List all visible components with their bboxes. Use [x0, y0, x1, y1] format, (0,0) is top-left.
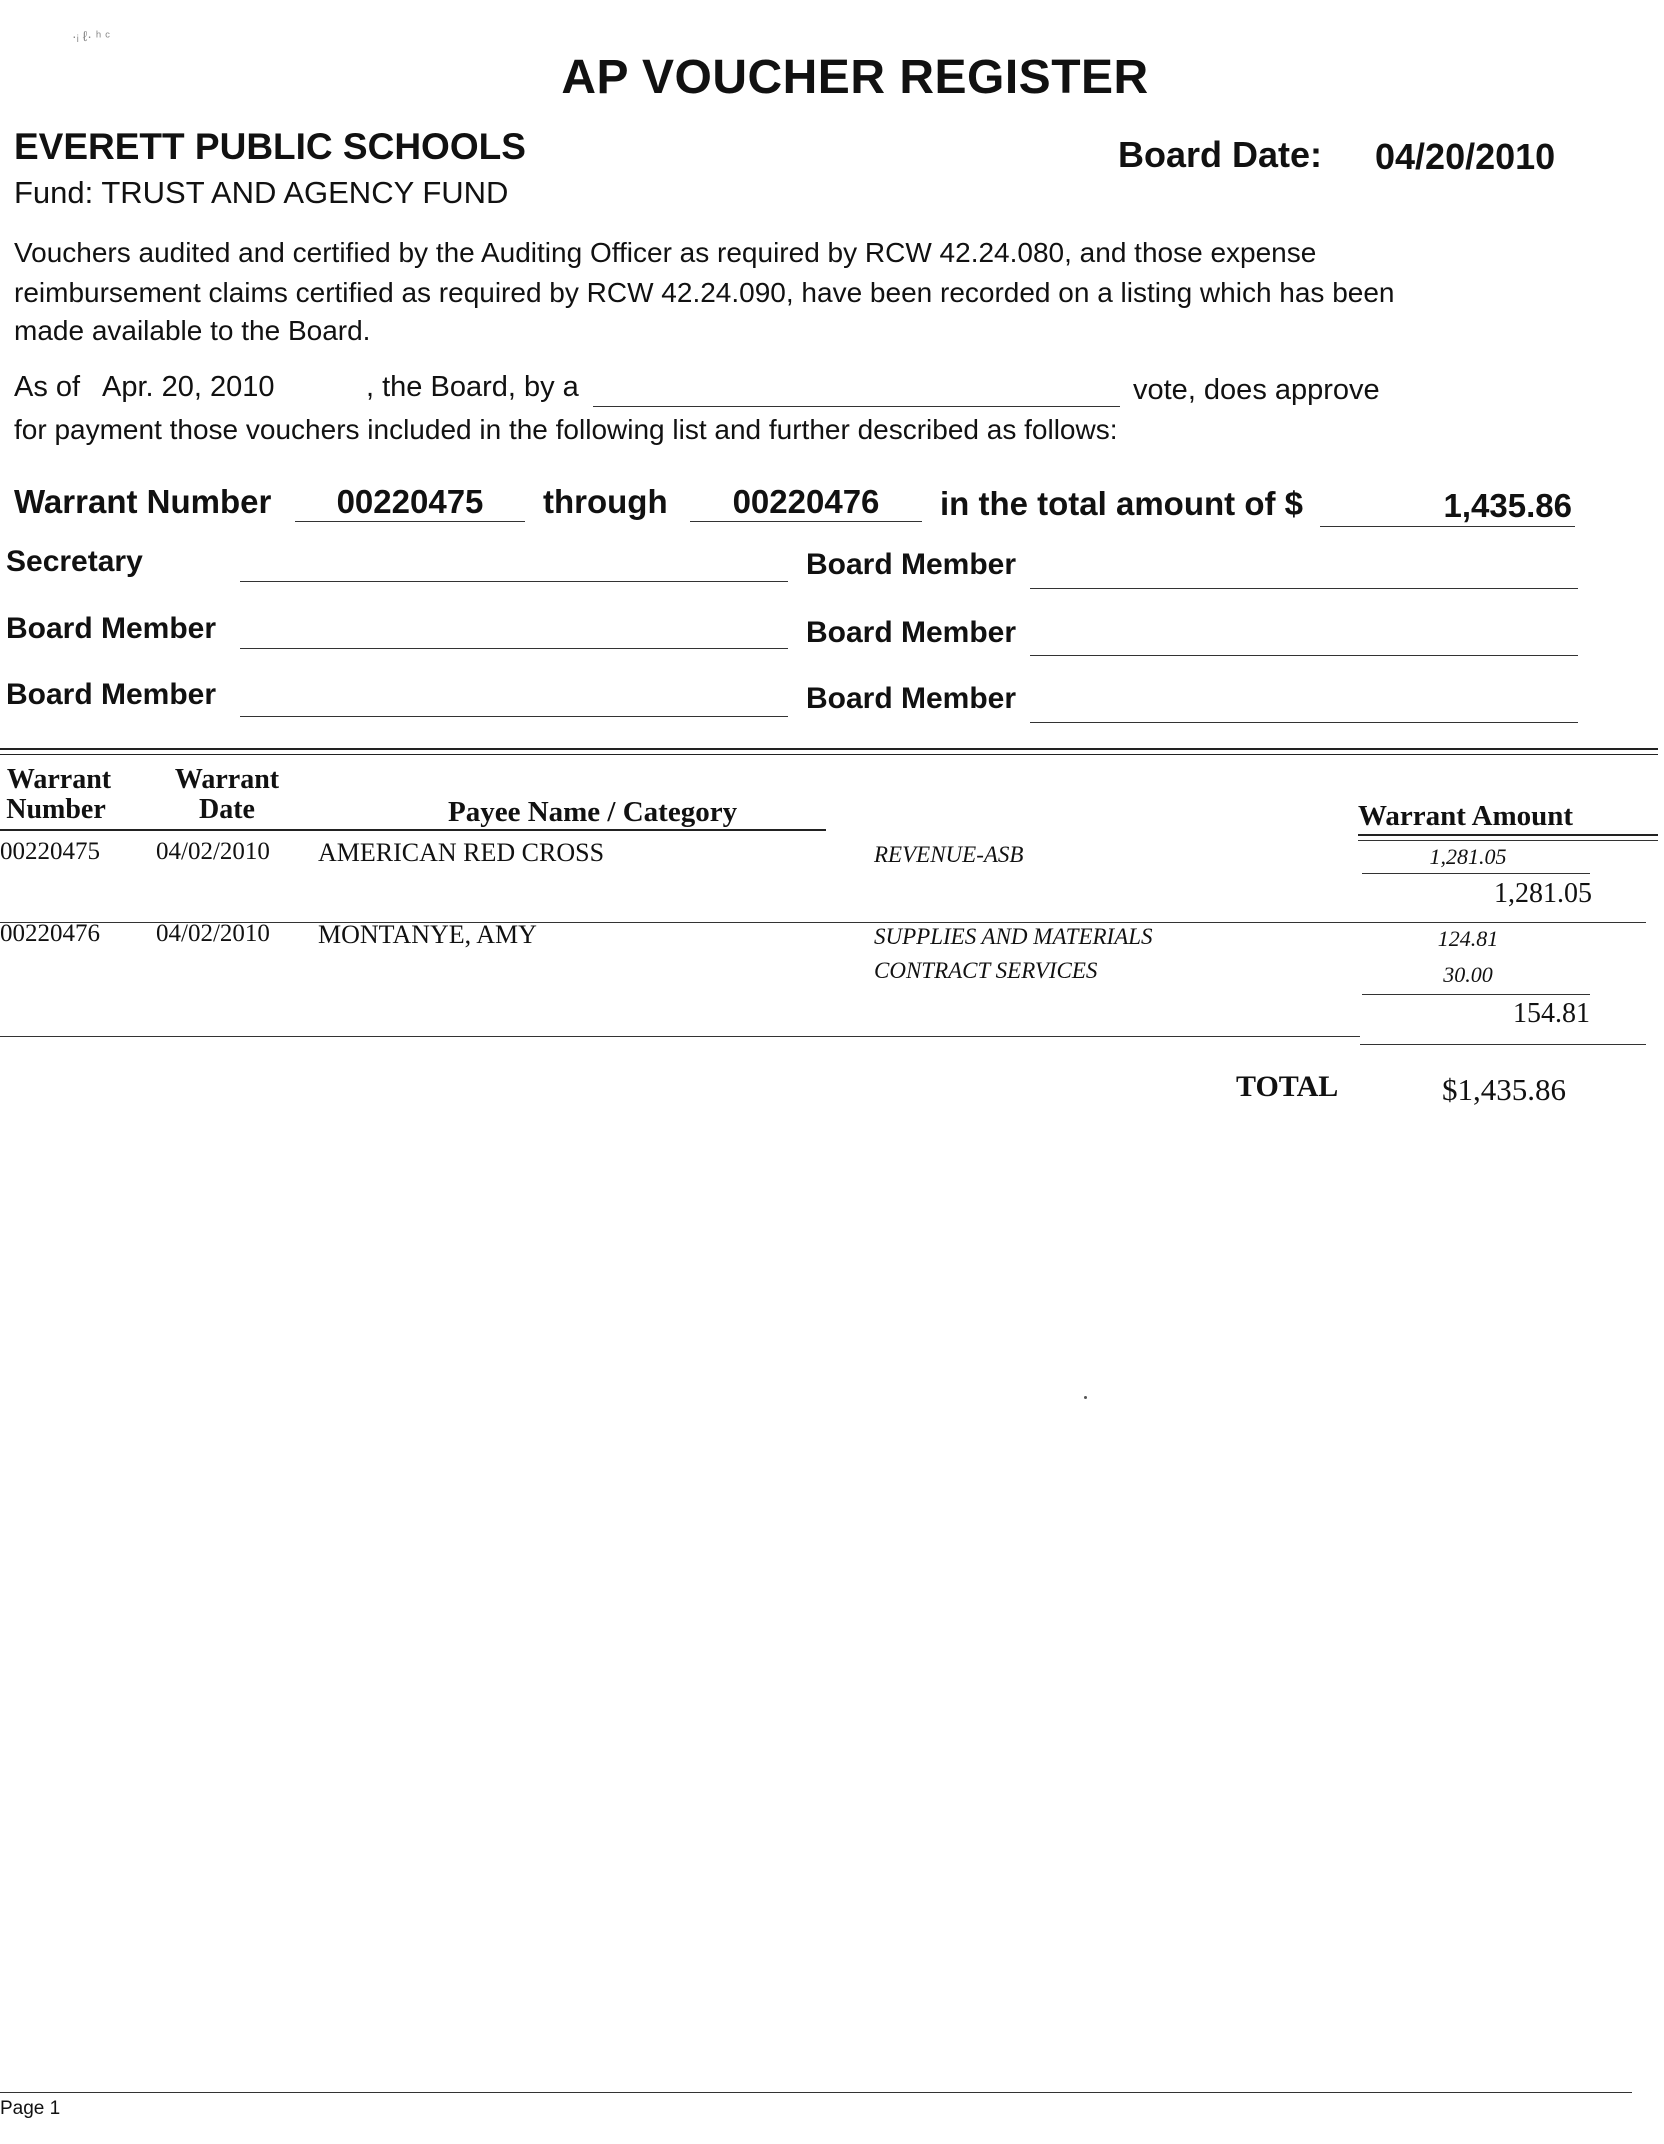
- page-number: Page 1: [0, 2098, 61, 2119]
- board-member-signature-line-r3[interactable]: [1030, 722, 1578, 723]
- row-2-subtotal: 154.81: [1513, 998, 1590, 1029]
- through-label: through: [543, 483, 668, 520]
- vote-blank-line[interactable]: [593, 406, 1120, 407]
- table-top-rule-1: [0, 748, 1658, 750]
- warrant-from-underline: [295, 521, 525, 522]
- row-2-date: 04/02/2010: [156, 920, 270, 947]
- board-member-label-r3: Board Member: [806, 682, 1017, 715]
- row-2-category-1-amount: 124.81: [1437, 926, 1499, 951]
- warrant-to-underline: [690, 521, 922, 522]
- board-member-label-r2: Board Member: [806, 616, 1017, 649]
- district-name: EVERETT PUBLIC SCHOOLS: [14, 126, 526, 167]
- scan-dot: [1084, 1396, 1087, 1399]
- row-1-category-underline: [1362, 873, 1590, 874]
- total-amount-label: in the total amount of $: [940, 485, 1303, 522]
- scan-marks: ·ᵢ ℓ· ʰ ᶜ: [72, 28, 111, 44]
- col-header-payee: Payee Name / Category: [448, 796, 738, 828]
- row-2-number: 00220476: [0, 920, 100, 947]
- col-header-warrant-date-1: Warrant: [174, 764, 280, 795]
- col-header-warrant-number-1: Warrant: [6, 764, 112, 795]
- header-underline-right: [1358, 834, 1658, 836]
- row-1-category-1: REVENUE-ASB: [874, 842, 1024, 867]
- board-member-signature-line-r2[interactable]: [1030, 655, 1578, 656]
- row-1-date: 04/02/2010: [156, 838, 270, 865]
- as-of-label: As of: [14, 371, 81, 403]
- secretary-label: Secretary: [6, 545, 143, 578]
- row-2-payee: MONTANYE, AMY: [318, 920, 537, 949]
- board-by-text: , the Board, by a: [366, 371, 579, 403]
- board-date-label: Board Date:: [1118, 134, 1323, 175]
- board-member-signature-line-l2[interactable]: [240, 648, 788, 649]
- fund-name: Fund: TRUST AND AGENCY FUND: [14, 175, 509, 210]
- board-member-signature-line-l3[interactable]: [240, 716, 788, 717]
- certification-line-3: made available to the Board.: [14, 315, 371, 346]
- col-header-warrant-date-2: Date: [199, 794, 255, 825]
- row-2-bottom-rule-left: [0, 1036, 1360, 1037]
- approval-line-2: for payment those vouchers included in the following list and further described as follows:: [14, 414, 1118, 445]
- board-member-label-l2: Board Member: [6, 612, 217, 645]
- row-1-payee: AMERICAN RED CROSS: [318, 838, 605, 867]
- page-title: AP VOUCHER REGISTER: [561, 51, 1149, 104]
- board-member-label-r1: Board Member: [806, 548, 1017, 581]
- col-header-amount: Warrant Amount: [1358, 800, 1574, 832]
- row-2-category-1: SUPPLIES AND MATERIALS: [874, 924, 1153, 949]
- row-2-category-2: CONTRACT SERVICES: [874, 958, 1098, 983]
- header-underline-right-2: [1358, 840, 1658, 841]
- row-2-bottom-rule-right: [1360, 1044, 1646, 1045]
- total-amount-underline: [1320, 526, 1575, 527]
- warrant-to: 00220476: [732, 483, 880, 520]
- board-date-value: 04/20/2010: [1375, 136, 1556, 177]
- col-header-warrant-number-2: Number: [6, 794, 106, 825]
- row-2-category-underline: [1362, 994, 1590, 995]
- grand-total-value: $1,435.86: [1442, 1072, 1566, 1107]
- row-1-subtotal: 1,281.05: [1494, 878, 1592, 909]
- warrant-number-label: Warrant Number: [14, 483, 272, 520]
- board-member-signature-line-r1[interactable]: [1030, 588, 1578, 589]
- warrant-from: 00220475: [336, 483, 484, 520]
- footer-rule: [0, 2092, 1632, 2093]
- row-2-category-2-amount: 30.00: [1443, 962, 1493, 987]
- table-top-rule-2: [0, 754, 1658, 755]
- secretary-signature-line[interactable]: [240, 581, 788, 582]
- vote-text: vote, does approve: [1133, 374, 1380, 406]
- board-member-label-l3: Board Member: [6, 678, 217, 711]
- certification-line-1: Vouchers audited and certified by the Auditing Officer as required by RCW 42.24.080, and those expense: [14, 237, 1317, 268]
- as-of-date: Apr. 20, 2010: [102, 371, 275, 403]
- row-1-number: 00220475: [0, 838, 100, 865]
- row-1-category-1-amount: 1,281.05: [1429, 844, 1507, 869]
- grand-total-label: TOTAL: [1236, 1070, 1339, 1103]
- total-amount-value: 1,435.86: [1443, 487, 1572, 524]
- header-underline-left: [0, 829, 826, 831]
- certification-line-2: reimbursement claims certified as required by RCW 42.24.090, have been recorded on a listing which has been: [14, 277, 1395, 308]
